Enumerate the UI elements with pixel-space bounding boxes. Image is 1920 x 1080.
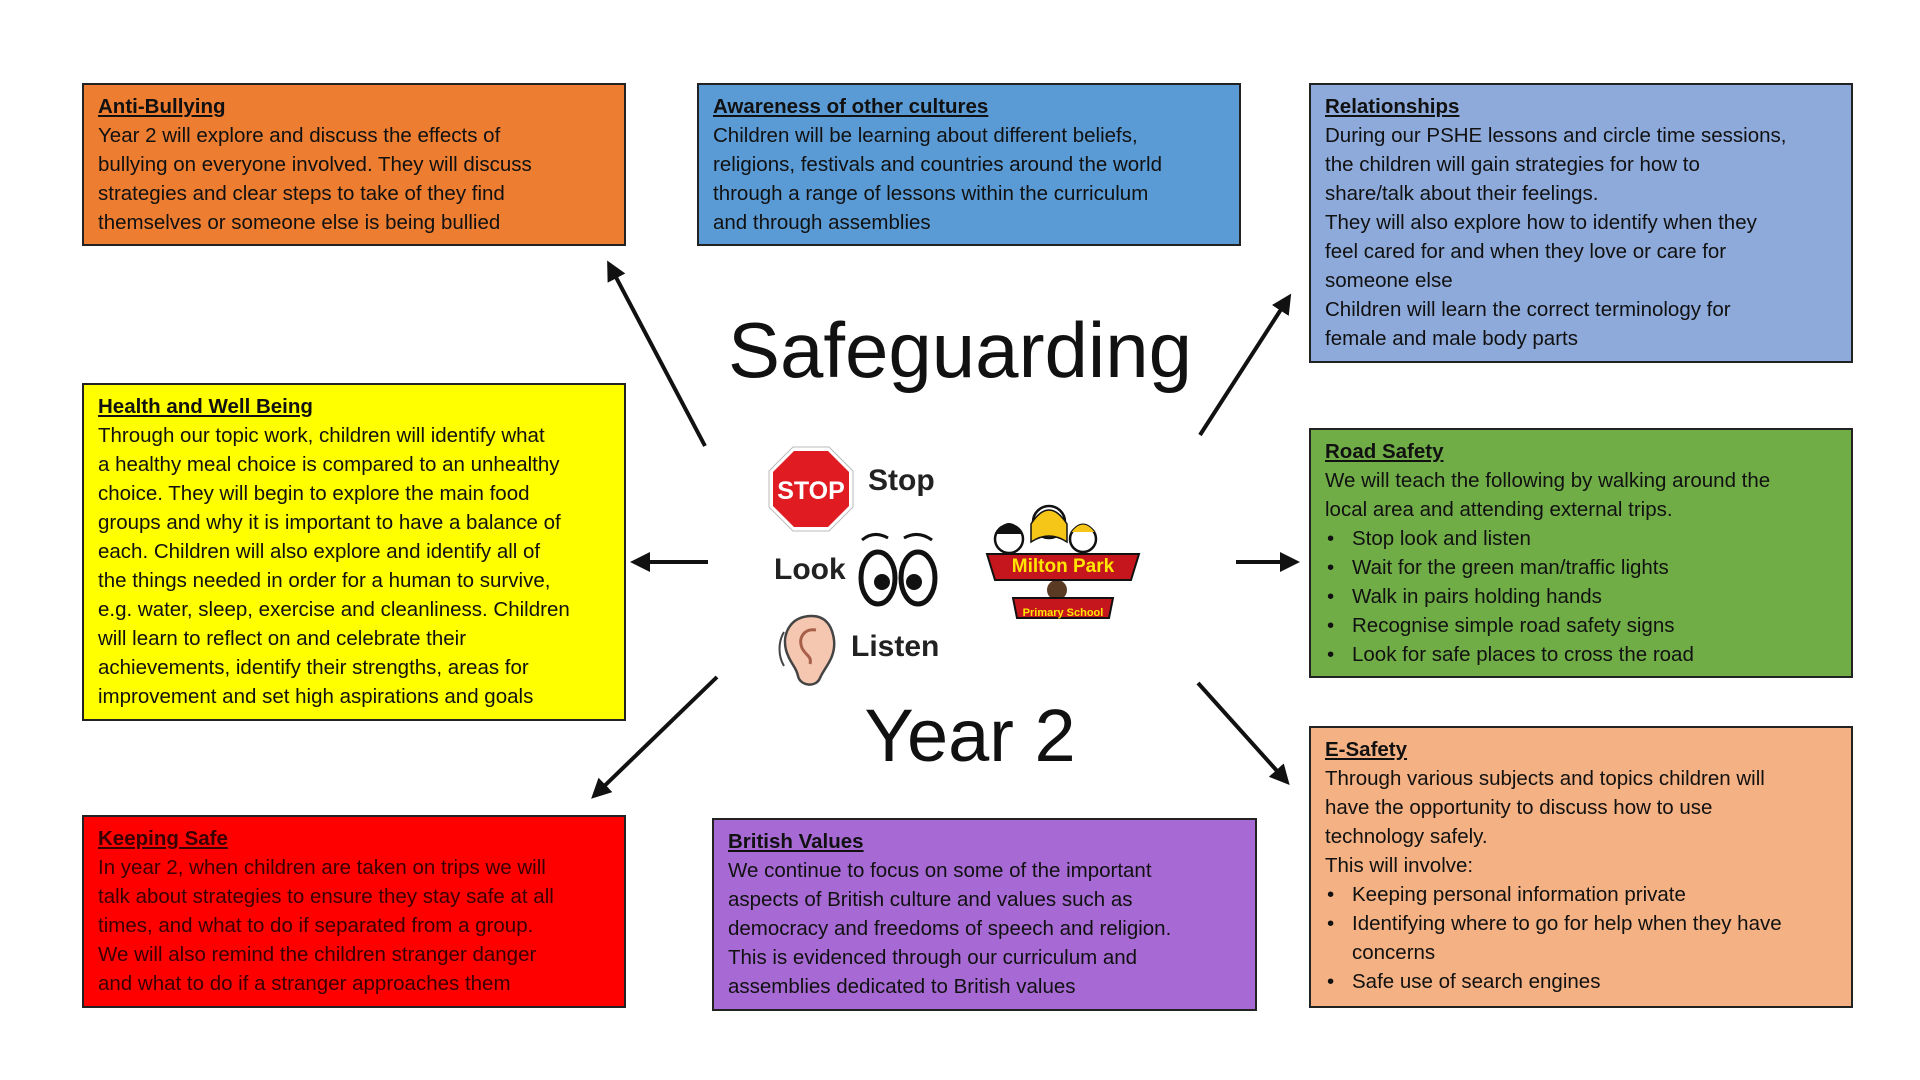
stop-label: Stop xyxy=(868,464,935,497)
list-item: • Recognise simple road safety signs xyxy=(1352,611,1837,640)
stop-sign-text: STOP xyxy=(777,477,845,505)
list-item: • Keeping personal information private xyxy=(1352,880,1837,909)
logo-name: Milton Park xyxy=(1011,556,1115,577)
british-values-line: This is evidenced through our curriculum and xyxy=(728,946,1138,969)
relationships-line: share/talk about their feelings. xyxy=(1325,182,1599,205)
keeping-safe-heading: Keeping Safe xyxy=(98,827,228,850)
list-item: • Stop look and listen xyxy=(1352,524,1837,553)
keeping-safe-line: and what to do if a stranger approaches them xyxy=(98,972,511,995)
road-safety-box xyxy=(1309,428,1853,678)
logo-subtitle: Primary School xyxy=(1022,607,1104,619)
anti-bullying-line: bullying on everyone involved. They will discuss xyxy=(98,153,532,176)
list-item: • Identifying where to go for help when they have concerns xyxy=(1352,909,1837,967)
british-values-heading: British Values xyxy=(728,830,864,853)
stop-sign-icon xyxy=(768,446,854,532)
health-line: the things needed in order for a human to survive, xyxy=(98,569,551,592)
relationships-line: During our PSHE lessons and circle time sessions, xyxy=(1325,124,1787,147)
awareness-heading: Awareness of other cultures xyxy=(713,95,989,118)
relationships-line: someone else xyxy=(1325,269,1453,292)
health-heading: Health and Well Being xyxy=(98,395,313,418)
health-line: improvement and set high aspirations and goals xyxy=(98,685,534,708)
list-item: • Walk in pairs holding hands xyxy=(1352,582,1837,611)
e-safety-line: have the opportunity to discuss how to use xyxy=(1325,796,1713,819)
e-safety-list xyxy=(1325,880,1837,996)
anti-bullying-line: Year 2 will explore and discuss the effects of xyxy=(98,124,501,147)
awareness-line: Children will be learning about different beliefs, xyxy=(713,124,1138,147)
health-line: a healthy meal choice is compared to an unhealthy xyxy=(98,453,560,476)
e-safety-box xyxy=(1309,726,1853,1008)
health-line: achievements, identify their strengths, areas for xyxy=(98,656,529,679)
anti-bullying-heading: Anti-Bullying xyxy=(98,95,226,118)
health-box xyxy=(82,383,626,721)
page-subtitle: Year 2 xyxy=(864,694,1076,777)
awareness-box xyxy=(697,83,1241,246)
list-item: • Look for safe places to cross the road xyxy=(1352,640,1837,669)
ear-icon xyxy=(776,612,842,688)
e-safety-heading: E-Safety xyxy=(1325,738,1408,761)
british-values-line: democracy and freedoms of speech and religion. xyxy=(728,917,1172,940)
keeping-safe-line: talk about strategies to ensure they stay safe at all xyxy=(98,885,554,908)
health-line: Through our topic work, children will identify what xyxy=(98,424,545,447)
list-item: • Wait for the green man/traffic lights xyxy=(1352,553,1837,582)
e-safety-line: Through various subjects and topics children will xyxy=(1325,767,1765,790)
road-safety-line: We will teach the following by walking around the xyxy=(1325,469,1771,492)
relationships-line: feel cared for and when they love or care for xyxy=(1325,240,1727,263)
road-safety-line: local area and attending external trips. xyxy=(1325,498,1673,521)
page-title: Safeguarding xyxy=(727,306,1193,394)
british-values-line: We continue to focus on some of the important xyxy=(728,859,1152,882)
road-safety-list xyxy=(1325,524,1837,669)
eyes-icon xyxy=(858,530,940,610)
awareness-line: and through assemblies xyxy=(713,211,931,234)
e-safety-line: technology safely. xyxy=(1325,825,1488,848)
keeping-safe-line: In year 2, when children are taken on trips we will xyxy=(98,856,546,879)
british-values-box xyxy=(712,818,1257,1011)
anti-bullying-line: strategies and clear steps to take of they find xyxy=(98,182,505,205)
health-line: groups and why it is important to have a balance of xyxy=(98,511,561,534)
listen-label: Listen xyxy=(851,630,940,663)
awareness-line: religions, festivals and countries around the world xyxy=(713,153,1162,176)
health-line: e.g. water, sleep, exercise and cleanliness. Children xyxy=(98,598,570,621)
road-safety-heading: Road Safety xyxy=(1325,440,1444,463)
look-label: Look xyxy=(774,553,846,586)
list-item: • Safe use of search engines xyxy=(1352,967,1837,996)
health-line: each. Children will also explore and identify all of xyxy=(98,540,541,563)
relationships-box xyxy=(1309,83,1853,363)
relationships-line: They will also explore how to identify when they xyxy=(1325,211,1757,234)
british-values-line: aspects of British culture and values such as xyxy=(728,888,1133,911)
keeping-safe-line: We will also remind the children stranger danger xyxy=(98,943,537,966)
relationships-heading: Relationships xyxy=(1325,95,1460,118)
relationships-line: female and male body parts xyxy=(1325,327,1578,350)
anti-bullying-box xyxy=(82,83,626,246)
health-line: will learn to reflect on and celebrate their xyxy=(98,627,467,650)
relationships-line: the children will gain strategies for how to xyxy=(1325,153,1700,176)
british-values-line: assemblies dedicated to British values xyxy=(728,975,1076,998)
awareness-line: through a range of lessons within the curriculum xyxy=(713,182,1149,205)
anti-bullying-line: themselves or someone else is being bullied xyxy=(98,211,501,234)
relationships-line: Children will learn the correct terminology for xyxy=(1325,298,1731,321)
school-logo xyxy=(983,494,1143,634)
arrow-icon-to-e-safety xyxy=(1198,683,1287,782)
keeping-safe-box xyxy=(82,815,626,1008)
keeping-safe-line: times, and what to do if separated from a group. xyxy=(98,914,534,937)
e-safety-line: This will involve: xyxy=(1325,854,1474,877)
health-line: choice. They will begin to explore the main food xyxy=(98,482,530,505)
